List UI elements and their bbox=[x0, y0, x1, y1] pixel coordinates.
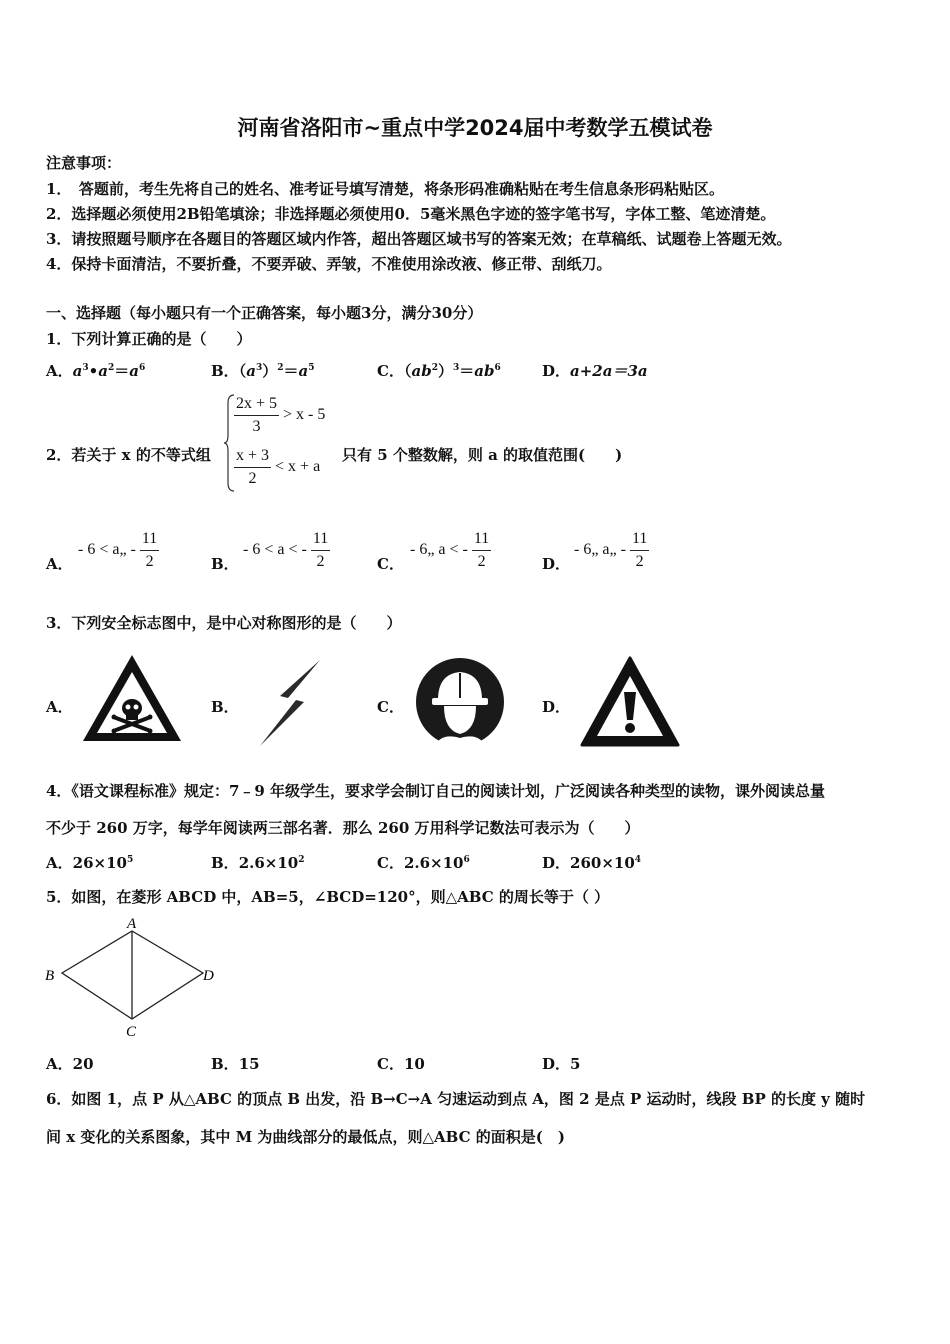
question-2-option-a: - 6 < a„ - $\frac{11}{2}$ bbox=[78, 530, 158, 570]
question-3-option-d-label: D． bbox=[542, 698, 571, 716]
lightning-bolt-icon bbox=[256, 658, 326, 748]
inequality-1: $\frac{2x + 5}{3}$ > x - 5 bbox=[236, 395, 326, 435]
toxic-warning-icon bbox=[80, 652, 184, 744]
point-a-label: A bbox=[127, 916, 137, 932]
point-d-label: D bbox=[203, 968, 214, 984]
question-1-option-a: A．$a^3•a^2=a^6$ bbox=[46, 362, 146, 380]
question-2-option-c-label: C． bbox=[377, 555, 404, 573]
question-1-stem: 1．下列计算正确的是（ ） bbox=[46, 330, 252, 348]
question-2-option-c: - 6„ a < - $\frac{11}{2}$ bbox=[410, 530, 490, 570]
question-5-option-d: D．5 bbox=[542, 1055, 581, 1073]
question-4-stem-line2: 不少于 260 万字，每学年阅读两三部名著．那么 260 万用科学记数法可表示为（ ） bbox=[46, 819, 640, 837]
question-6-stem-line1: 6．如图 1，点 P 从△ABC 的顶点 B 出发，沿 B→C→A 匀速运动到点 A，图 2 是点 P 运动时，线段 BP 的长度 y 随时 bbox=[46, 1090, 866, 1108]
question-4-option-d: D．$260\times 10^4$ bbox=[542, 854, 642, 872]
safety-helmet-icon bbox=[414, 656, 506, 748]
notice-heading: 注意事项： bbox=[46, 154, 122, 172]
question-2-option-a-label: A． bbox=[46, 555, 73, 573]
question-3-option-a-label: A． bbox=[46, 698, 73, 716]
question-2-stem-end: 只有 5 个整数解，则 a 的取值范围( ) bbox=[342, 446, 623, 464]
page-title: 河南省洛阳市~重点中学2024届中考数学五模试卷 bbox=[237, 116, 713, 140]
question-2-option-b: - 6 < a < - $\frac{11}{2}$ bbox=[243, 530, 329, 570]
question-2-option-d: - 6„ a„ - $\frac{11}{2}$ bbox=[574, 530, 648, 570]
question-4-option-b: B．$2.6\times 10^2$ bbox=[211, 854, 305, 872]
question-4-option-c: C．$2.6\times 10^6$ bbox=[377, 854, 470, 872]
question-5-option-b: B．15 bbox=[211, 1055, 260, 1073]
question-5-option-a: A．20 bbox=[46, 1055, 94, 1073]
question-5-stem: 5．如图，在菱形 ABCD 中，AB=5，∠BCD=120°，则△ABC 的周长等于（ ） bbox=[46, 888, 610, 906]
question-4-option-a: A．$26\times 10^5$ bbox=[46, 854, 134, 872]
rhombus-diagram bbox=[40, 912, 230, 1040]
question-3-option-c-label: C． bbox=[377, 698, 404, 716]
question-3-option-b-label: B． bbox=[211, 698, 239, 716]
inequality-system bbox=[224, 393, 336, 493]
exclamation-warning-icon bbox=[580, 656, 680, 748]
question-2-option-d-label: D． bbox=[542, 555, 571, 573]
inequality-2: $\frac{x + 3}{2}$ < x + a bbox=[236, 447, 321, 487]
question-5-option-c: C．10 bbox=[377, 1055, 425, 1073]
notice-item: 4．保持卡面清洁，不要折叠，不要弄破、弄皱，不准使用涂改液、修正带、刮纸刀。 bbox=[46, 255, 612, 273]
question-2-stem-start: 2．若关于 x 的不等式组 bbox=[46, 446, 211, 464]
question-2-option-b-label: B． bbox=[211, 555, 239, 573]
notice-item: 1． 答题前，考生先将自己的姓名、准考证号填写清楚，将条形码准确粘贴在考生信息条形码粘贴区。 bbox=[46, 180, 724, 198]
point-b-label: B bbox=[45, 968, 55, 984]
point-c-label: C bbox=[126, 1024, 137, 1040]
question-1-option-c: C．$(ab^2)^3=ab^6$ bbox=[377, 362, 501, 380]
question-3-stem: 3．下列安全标志图中，是中心对称图形的是（ ） bbox=[46, 614, 402, 632]
question-4-stem-line1: 4．《语文课程标准》规定：7﹣9 年级学生，要求学会制订自己的阅读计划，广泛阅读各种类型的读物，课外阅读总量 bbox=[46, 782, 826, 800]
question-6-stem-line2: 间 x 变化的关系图象，其中 M 为曲线部分的最低点，则△ABC 的面积是( ) bbox=[46, 1128, 565, 1146]
section-heading: 一、选择题（每小题只有一个正确答案，每小题3分，满分30分） bbox=[46, 304, 483, 322]
notice-item: 3．请按照题号顺序在各题目的答题区域内作答，超出答题区域书写的答案无效；在草稿纸、试题卷上答题无效。 bbox=[46, 230, 792, 248]
question-1-option-b: B．$(a^3)^2=a^5$ bbox=[211, 362, 315, 380]
notice-item: 2．选择题必须使用2B铅笔填涂；非选择题必须使用0．5毫米黑色字迹的签字笔书写，字体工整、笔迹清楚。 bbox=[46, 205, 776, 223]
question-1-option-d: D．a+2a＝3a bbox=[542, 362, 648, 380]
